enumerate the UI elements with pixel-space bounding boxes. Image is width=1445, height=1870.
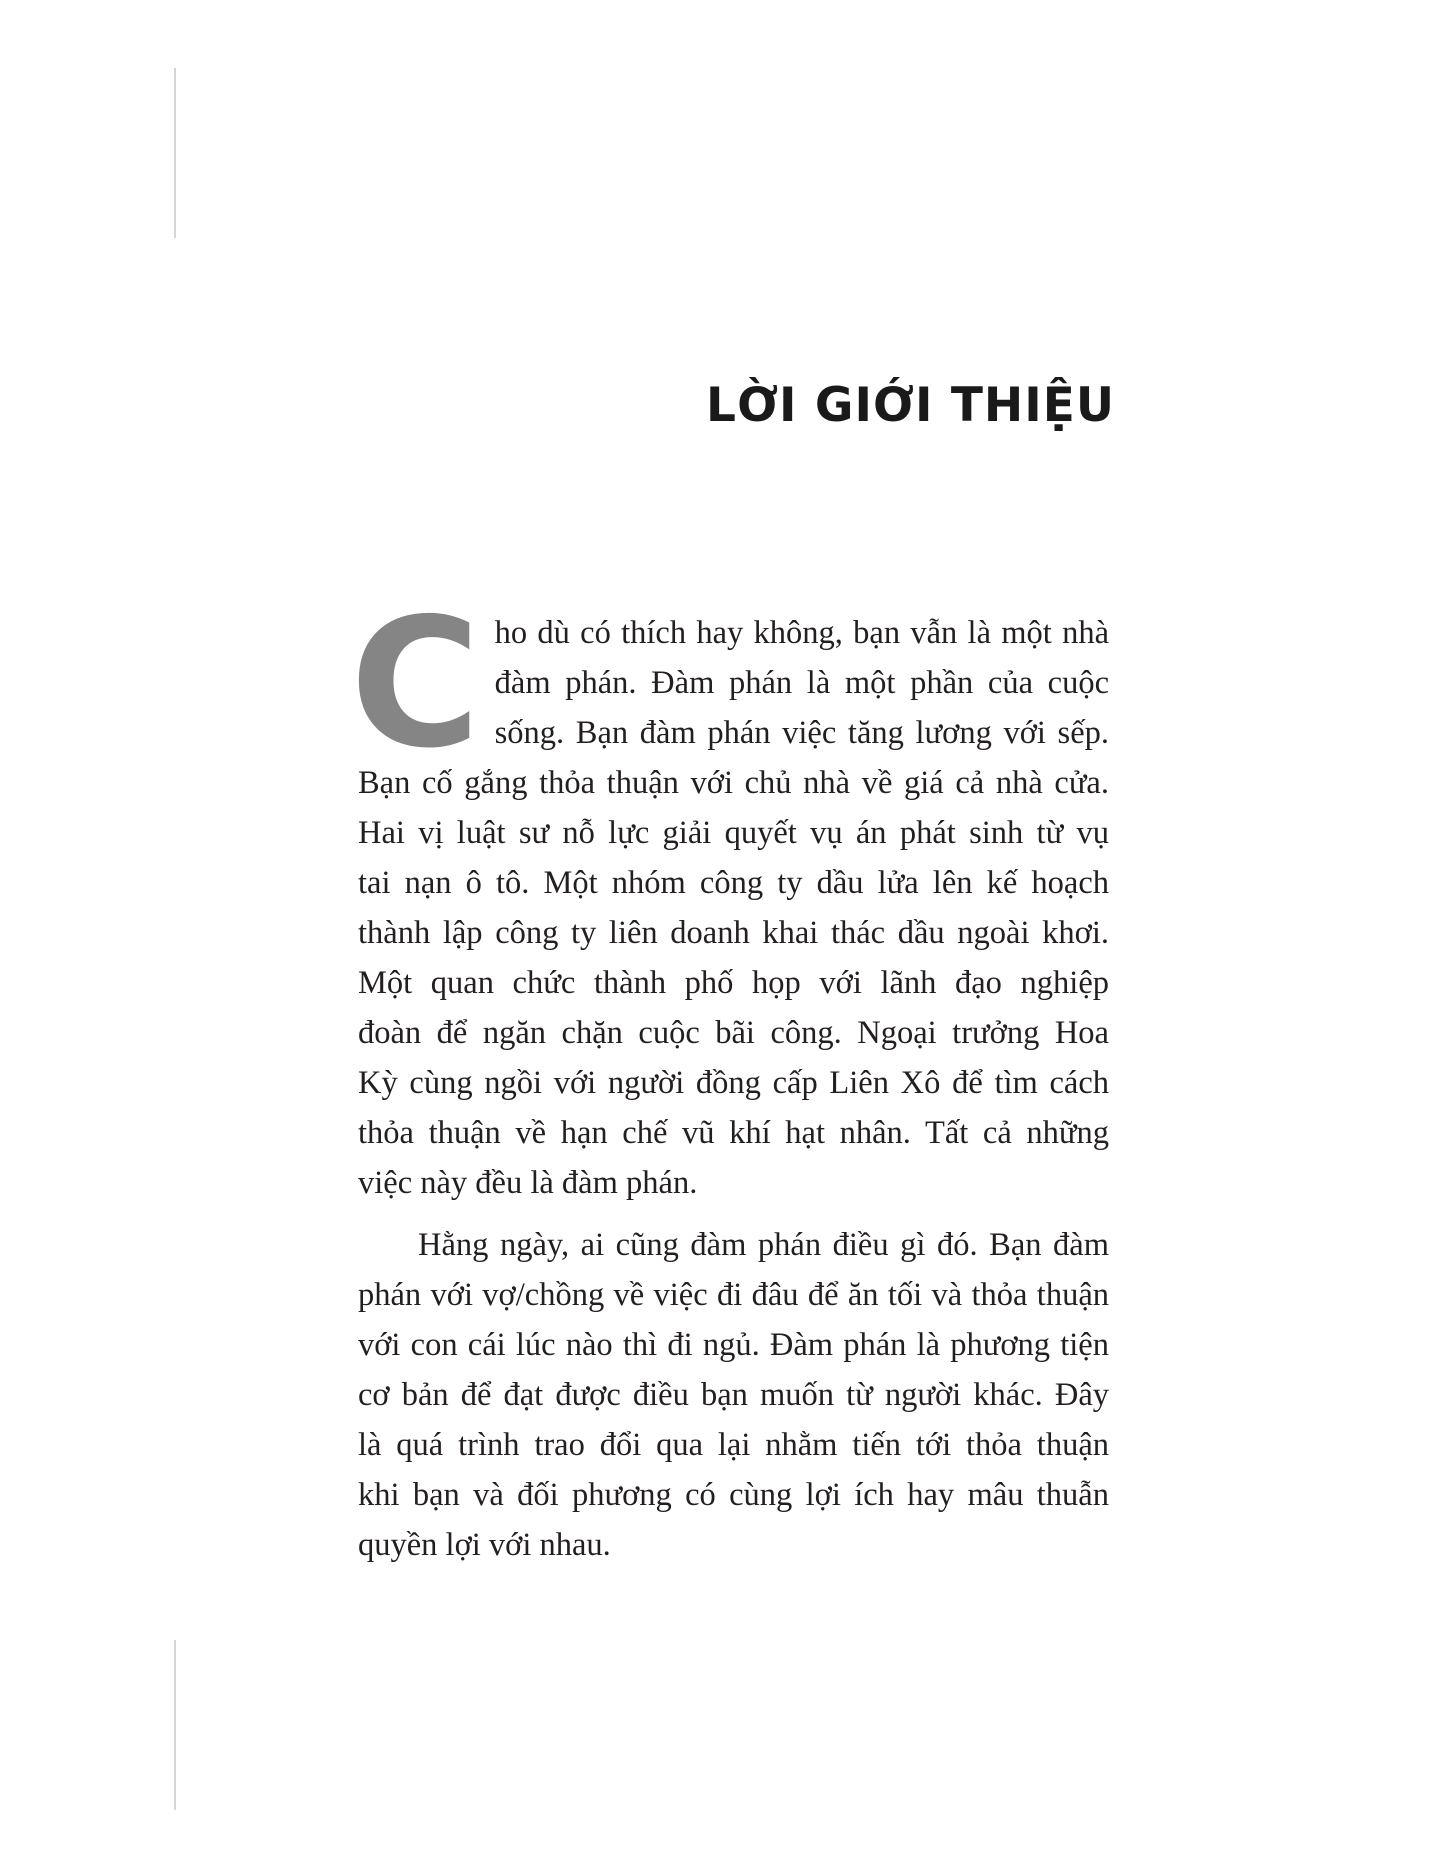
text-line: với con cái lúc nào thì đi ngủ. Đàm phán là phương tiện — [358, 1327, 1109, 1363]
text-line: cơ bản để đạt được điều bạn muốn từ người khác. Đây — [358, 1377, 1109, 1413]
chapter-title: LỜI GIỚI THIỆU — [706, 378, 1115, 433]
text-line: là quá trình trao đổi qua lại nhằm tiến tới thỏa thuận — [358, 1427, 1109, 1463]
crop-mark-top — [174, 68, 176, 238]
text-line: tai nạn ô tô. Một nhóm công ty dầu lửa lên kế hoạch — [358, 865, 1109, 901]
text-line: phán với vợ/chồng về việc đi đâu để ăn tối và thỏa thuận — [358, 1277, 1109, 1313]
text-line: quyền lợi với nhau. — [358, 1527, 611, 1563]
text-line: thành lập công ty liên doanh khai thác dầu ngoài khơi. — [358, 915, 1109, 951]
crop-mark-bottom — [174, 1640, 176, 1810]
drop-cap: C — [350, 580, 481, 787]
text-line: sống. Bạn đàm phán việc tăng lương với sếp. — [494, 715, 1109, 751]
text-line: Hằng ngày, ai cũng đàm phán điều gì đó. Bạn đàm — [418, 1227, 1109, 1263]
text-line: Một quan chức thành phố họp với lãnh đạo nghiệp — [358, 965, 1109, 1001]
paragraph-2 — [358, 1220, 1109, 1570]
text-line: thỏa thuận về hạn chế vũ khí hạt nhân. Tất cả những — [358, 1115, 1109, 1151]
text-line: việc này đều là đàm phán. — [358, 1165, 698, 1201]
text-line: đàm phán. Đàm phán là một phần của cuộc — [494, 665, 1109, 701]
text-line: Hai vị luật sư nỗ lực giải quyết vụ án phát sinh từ vụ — [358, 815, 1109, 851]
body-text — [350, 580, 1109, 1570]
text-line: khi bạn và đối phương có cùng lợi ích hay mâu thuẫn — [358, 1477, 1109, 1513]
text-line: Bạn cố gắng thỏa thuận với chủ nhà về giá cả nhà cửa. — [358, 765, 1109, 801]
text-line: ho dù có thích hay không, bạn vẫn là một nhà — [494, 615, 1109, 651]
paragraph-1 — [350, 580, 1109, 1208]
text-line: Kỳ cùng ngồi với người đồng cấp Liên Xô để tìm cách — [358, 1065, 1109, 1101]
text-line: đoàn để ngăn chặn cuộc bãi công. Ngoại trưởng Hoa — [358, 1015, 1109, 1051]
